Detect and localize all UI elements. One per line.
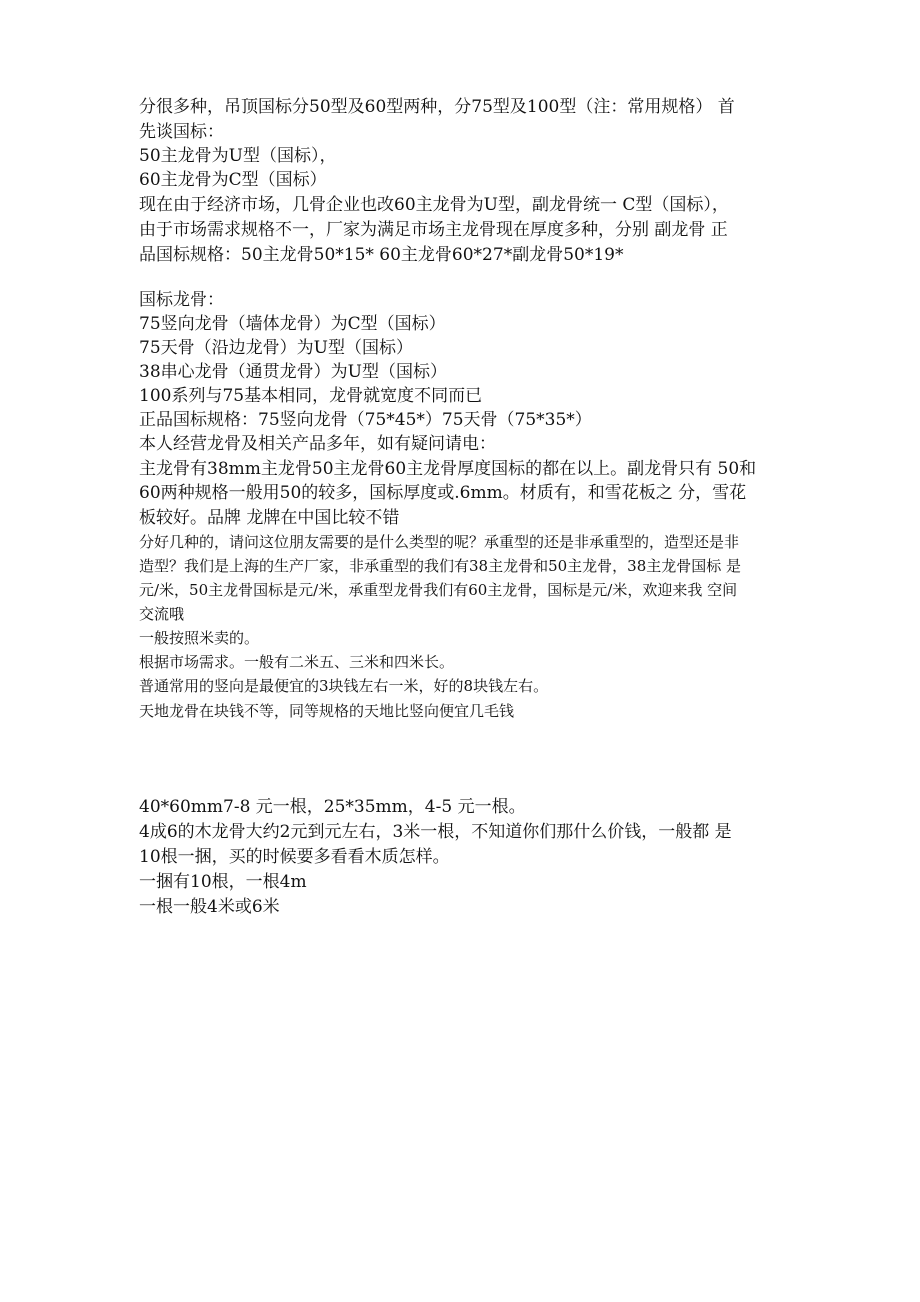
text-line: 75竖向龙骨（墙体龙骨）为C型（国标）: [139, 314, 446, 334]
text-line: 先谈国标：: [139, 122, 224, 142]
text-line: 本人经营龙骨及相关产品多年，如有疑问请电：: [139, 434, 496, 454]
text-line: 元/米，50主龙骨国标是元/米，承重型龙骨我们有60主龙骨，国标是元/米，欢迎来我 空间: [139, 581, 738, 599]
text-line: 100系列与75基本相同，龙骨就宽度不同而已: [139, 386, 483, 406]
text-line: 75天骨（沿边龙骨）为U型（国标）: [139, 338, 413, 358]
text-line: 60两种规格一般用50的较多，国标厚度或.6mm。材质有，和雪花板之 分，雪花: [139, 483, 747, 503]
text-line: 天地龙骨在块钱不等，同等规格的天地比竖向便宜几毛钱: [139, 702, 515, 720]
text-line: 板较好。品牌 龙牌在中国比较不错: [139, 508, 400, 528]
text-line: 一般按照米卖的。: [139, 629, 260, 647]
text-line: 普通常用的竖向是最便宜的3块钱左右一米，好的8块钱左右。: [139, 677, 549, 695]
text-line: 主龙骨有38mm主龙骨50主龙骨60主龙骨厚度国标的都在以上。副龙骨只有 50和: [139, 459, 757, 479]
text-line: 交流哦: [139, 605, 185, 623]
text-line: 10根一捆，买的时候要多看看木质怎样。: [139, 847, 450, 867]
text-line: 分好几种的，请问这位朋友需要的是什么类型的呢？承重型的还是非承重型的，造型还是非: [139, 533, 740, 551]
text-line: 一根一般4米或6米: [139, 897, 280, 917]
text-line: 品国标规格：50主龙骨50*15* 60主龙骨60*27*副龙骨50*19*: [139, 245, 624, 265]
text-line: 38串心龙骨（通贯龙骨）为U型（国标）: [139, 362, 447, 382]
text-line: 分很多种，吊顶国标分50型及60型两种，分75型及100型（注：常用规格） 首: [139, 97, 735, 117]
text-line: 一捆有10根，一根4m: [139, 872, 307, 892]
text-line: 造型？我们是上海的生产厂家，非承重型的我们有38主龙骨和50主龙骨，38主龙骨国标 是: [139, 557, 742, 575]
text-line: 由于市场需求规格不一，厂家为满足市场主龙骨现在厚度多种，分别 副龙骨 正: [139, 220, 728, 240]
text-line: 国标龙骨：: [139, 290, 224, 310]
text-line: 50主龙骨为U型（国标），: [139, 146, 337, 166]
text-line: 60主龙骨为C型（国标）: [139, 170, 327, 190]
text-line: 现在由于经济市场，几骨企业也改60主龙骨为U型，副龙骨统一 C型（国标），: [139, 195, 729, 215]
text-line: 4成6的木龙骨大约2元到元左右，3米一根，不知道你们那什么价钱，一般都 是: [139, 822, 732, 842]
text-line: 正品国标规格：75竖向龙骨（75*45*）75天骨（75*35*）: [139, 410, 592, 430]
text-line: 40*60mm7-8 元一根，25*35mm，4-5 元一根。: [139, 797, 526, 817]
text-line: 根据市场需求。一般有二米五、三米和四米长。: [139, 653, 455, 671]
